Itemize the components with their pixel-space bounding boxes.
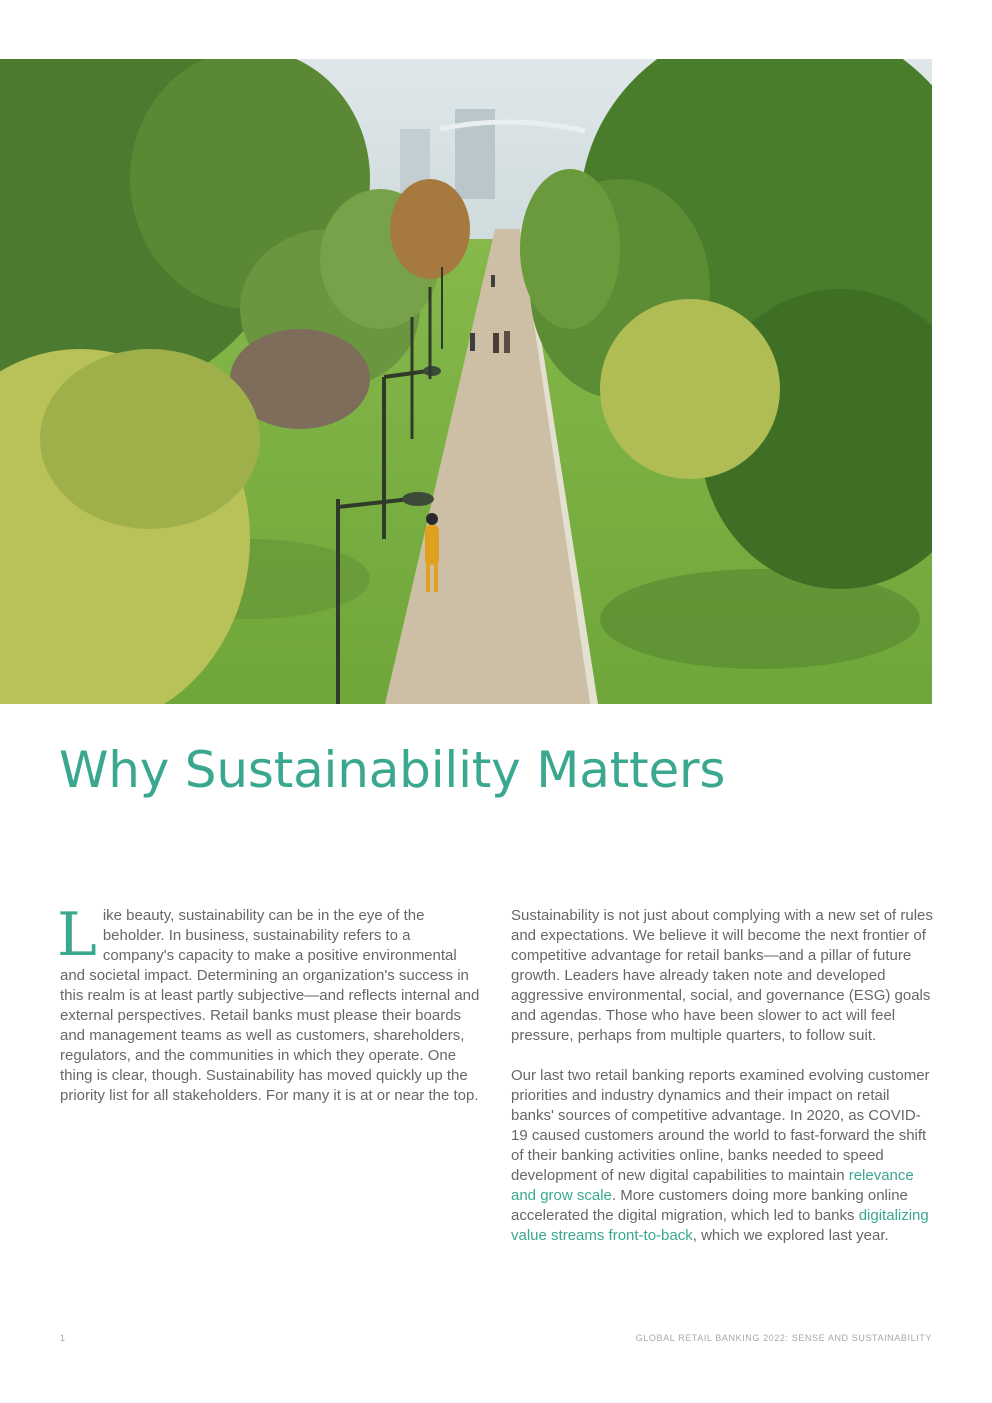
page-number: 1 — [60, 1333, 66, 1343]
paragraph-text-b: . More customers doing more banking online accelerated the digital migration, which led to banks — [511, 1187, 908, 1224]
paragraph-text-c: , which we explored last year. — [692, 1227, 889, 1244]
intro-paragraph — [57, 900, 482, 1106]
page-title: Why Sustainability Matters — [59, 741, 726, 799]
link-digitalizing-value-streams[interactable]: digitalizing value streams front-to-back — [511, 1207, 929, 1244]
running-title: GLOBAL RETAIL BANKING 2022: SENSE AND SUSTAINABILITY — [635, 1333, 932, 1343]
paragraph-sustainability: Sustainability is not just about complying with a new set of rules and expectations. We believe it will become the next frontier of competitive advantage for retail banks—and a pillar of future growth. Leaders have already taken note and developed aggressive environmental, social, and governance (ESG) goals and agendas. Those who have been slower to act will feel pressure, perhaps from multiple quarters, to follow suit. — [511, 907, 933, 1044]
drop-cap: L — [57, 900, 97, 970]
paragraph-text-a: Our last two retail banking reports examined evolving customer priorities and industry dynamics and their impact on retail banks' sources of competitive advantage. In 2020, as COVID-19 caused customers around the world to fast-forward the shift of their banking activities online, banks needed to speed development of new digital capabilities to maintain — [511, 1067, 930, 1184]
intro-text: ike beauty, sustainability can be in the eye of the beholder. In business, sustainability refers to a company's capacity to make a positive environmental and societal impact. Determining an organization's success in this realm is at least partly subjective—and reflects internal and external perspectives. Retail banks must please their boards and management teams as well as customers, shareholders, regulators, and the communities in which they operate. One thing is clear, though. Sustainability has moved quickly up the priority list for all stakeholders. For many it is at or near the top. — [60, 907, 480, 1104]
hero-image — [0, 59, 932, 704]
left-column — [57, 900, 482, 1126]
park-path-illustration — [0, 59, 932, 704]
right-column — [511, 906, 933, 1266]
paragraph-reports — [511, 1066, 933, 1246]
link-relevance-and-grow-scale[interactable]: relevance and grow scale — [511, 1167, 914, 1204]
